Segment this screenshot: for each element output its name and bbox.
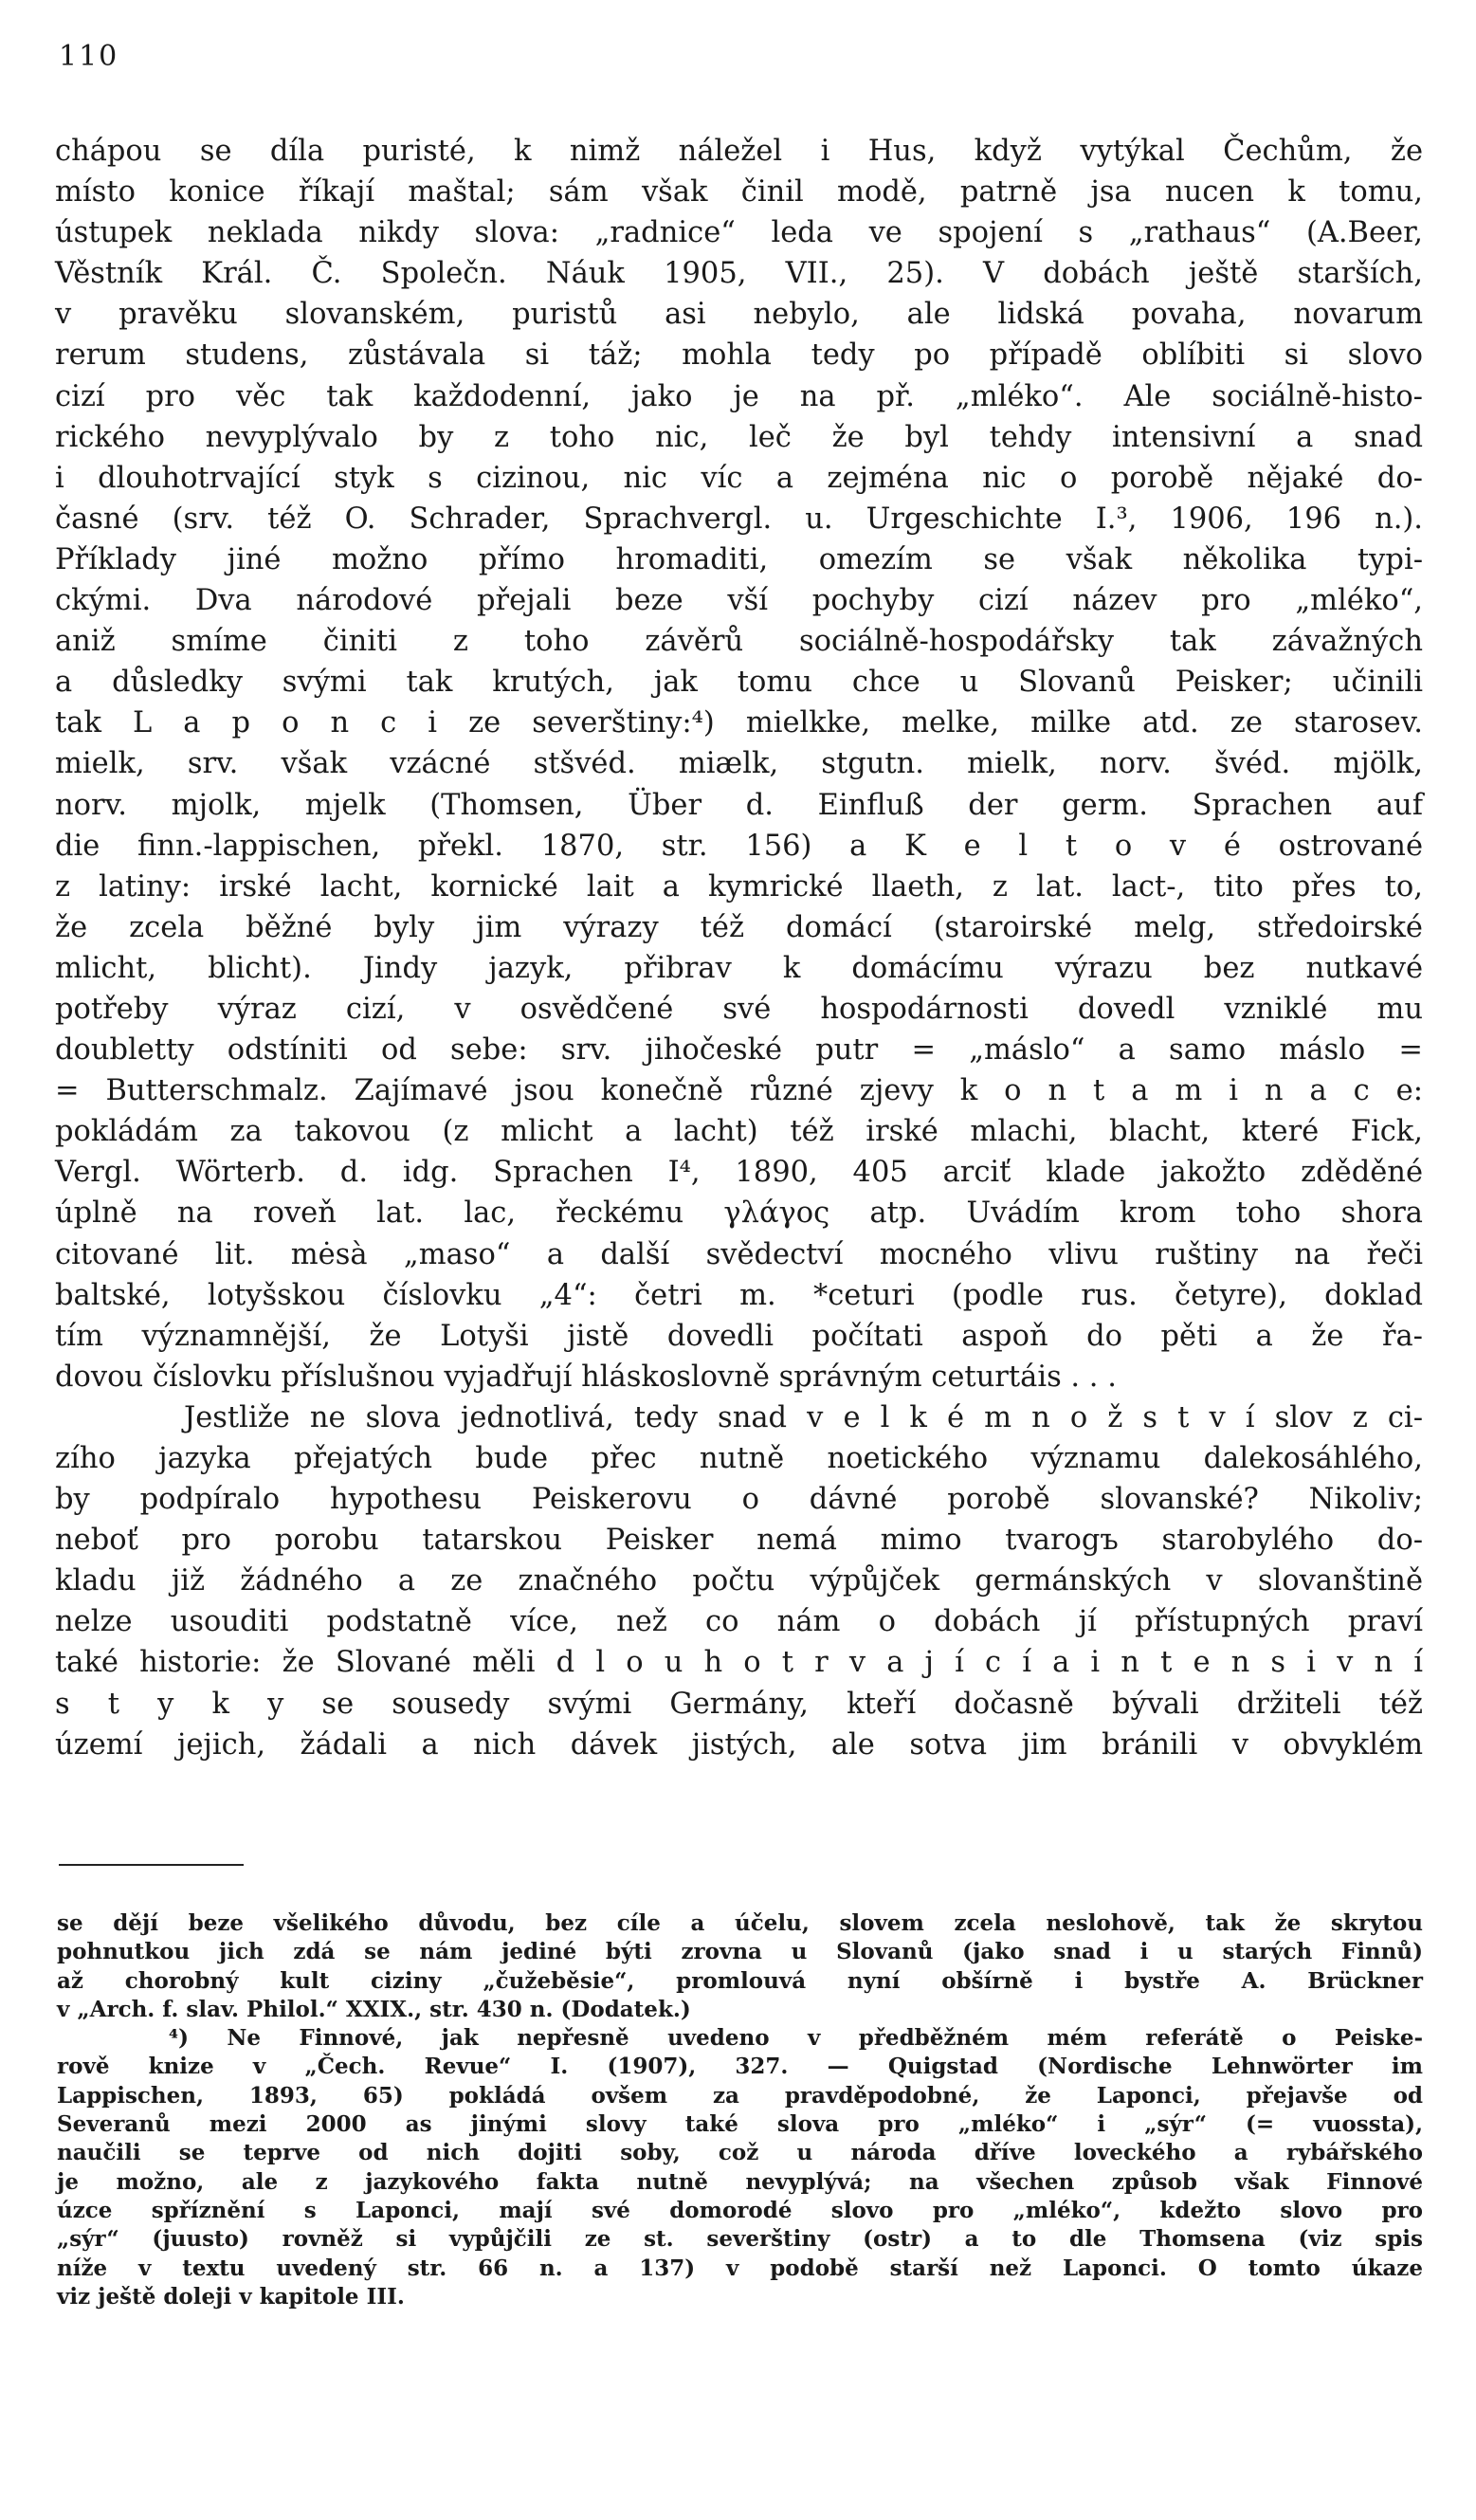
footnote-line: viz ještě doleji v kapitole III. xyxy=(57,2283,405,2310)
text-line: také historie: že Slované měli d l o u h o t r v a j í c í a i n t e n s i v n í xyxy=(55,1646,1423,1680)
text-line: časné (srv. též O. Schrader, Sprachvergl. u. Urgeschichte I.³, 1906, 196 n.). xyxy=(55,502,1423,536)
text-line: ústupek neklada nikdy slova: „radnice“ leda ve spojení s „rathaus“ (A.Beer, xyxy=(55,216,1423,250)
text-line: i dlouhotrvající styk s cizinou, nic víc a zejména nic o porobě nějaké do- xyxy=(55,461,1423,495)
text-line: území jejich, žádali a nich dávek jistých, ale sotva jim bránili v obvyklém xyxy=(55,1727,1423,1762)
text-line: zího jazyka přejatých bude přec nutně noetického významu dalekosáhlého, xyxy=(55,1442,1423,1475)
footnote-line: až chorobný kult ciziny „čužeběsie“, promlouvá nyní obšírně i bystře A. Brückner xyxy=(57,1967,1423,1994)
footnote-line: pohnutkou jich zdá se nám jediné býti zrovna u Slovanů (jako snad i u starých Finnů) xyxy=(57,1939,1423,1965)
footnote-line: „sýr“ (juusto) rovněž si vypůjčili ze st. severštiny (ostr) a to dle Thomsena (viz spis xyxy=(57,2226,1423,2253)
text-line: aniž smíme činiti z toho závěrů sociálně-hospodářsky tak závažných xyxy=(55,625,1423,659)
text-line: die finn.-lappischen, překl. 1870, str. 156) a K e l t o v é ostrované xyxy=(55,829,1423,863)
text-line: tím významnější, že Lotyši jistě dovedli počítati aspoň do pěti a že řa- xyxy=(55,1319,1423,1353)
text-line: potřeby výraz cizí, v osvědčené své hospodárnosti dovedl vzniklé mu xyxy=(55,992,1423,1026)
text-line: nelze usouditi podstatně více, než co nám o dobách jí přístupných praví xyxy=(55,1605,1423,1639)
text-line: rerum studens, zůstávala si táž; mohla tedy po případě oblíbiti si slovo xyxy=(55,338,1423,373)
text-line: citované lit. mėsà „maso“ a další svědectví mocného vlivu ruštiny na řeči xyxy=(55,1237,1423,1271)
text-line: v pravěku slovanském, puristů asi nebylo, ale lidská povaha, novarum xyxy=(55,298,1423,332)
text-line: Věstník Král. Č. Společn. Náuk 1905, VII., 25). V dobách ještě starších, xyxy=(55,257,1423,291)
text-line: norv. mjolk, mjelk (Thomsen, Über d. Einfluß der germ. Sprachen auf xyxy=(55,788,1423,822)
footnote-line: v „Arch. f. slav. Philol.“ XXIX., str. 430 n. (Dodatek.) xyxy=(57,1996,691,2022)
footnote-line: Severanů mezi 2000 as jinými slovy také slova pro „mléko“ i „sýr“ (= vuossta), xyxy=(57,2111,1423,2138)
footnote-line: níže v textu uvedený str. 66 n. a 137) v podobě starší než Laponci. O tomto úkaze xyxy=(57,2255,1423,2281)
page-number: 110 xyxy=(59,40,119,73)
main-text xyxy=(55,131,1423,1765)
text-line: pokládám za takovou (z mlicht a lacht) též irské mlachi, blacht, které Fick, xyxy=(55,1115,1423,1149)
text-line: úplně na roveň lat. lac, řeckému γλάγος atp. Uvádím krom toho shora xyxy=(55,1196,1423,1231)
text-line: mlicht, blicht). Jindy jazyk, přibrav k domácímu výrazu bez nutkavé xyxy=(55,951,1423,985)
footnote-line: je možno, ale z jazykového fakta nutně nevyplývá; na všechen způsob však Finnové xyxy=(57,2168,1423,2195)
text-line: tak L a p o n c i ze severštiny:⁴) mielkke, melke, milke atd. ze starosev. xyxy=(55,706,1423,740)
footnote-line: rově knize v „Čech. Revue“ I. (1907), 327. — Quigstad (Nordische Lehnwörter im xyxy=(57,2054,1423,2080)
text-line: cizí pro věc tak každodenní, jako je na př. „mléko“. Ale sociálně-histo- xyxy=(55,379,1423,413)
text-line: ckými. Dva národové přejali beze vší pochyby cizí název pro „mléko“, xyxy=(55,584,1423,618)
text-line: rického nevyplývalo by z toho nic, leč že byl tehdy intensivní a snad xyxy=(55,420,1423,454)
footnotes xyxy=(57,1909,1423,2311)
text-line: Vergl. Wörterb. d. idg. Sprachen I⁴, 1890, 405 arciť klade jakožto zděděné xyxy=(55,1156,1423,1190)
text-line: chápou se díla puristé, k nimž náležel i Hus, když vytýkal Čechům, že xyxy=(55,135,1423,168)
text-line: s t y k y se sousedy svými Germány, kteří dočasně bývali držiteli též xyxy=(55,1687,1423,1721)
text-line: místo konice říkají maštal; sám však činil modě, patrně jsa nucen k tomu, xyxy=(55,175,1423,210)
footnote-line: úzce spříznění s Laponci, mají své domorodé slovo pro „mléko“, kdežto slovo pro xyxy=(57,2197,1423,2223)
footnote-line: Lappischen, 1893, 65) pokládá ovšem za pravděpodobné, že Laponci, přejavše od xyxy=(57,2082,1423,2109)
text-line: z latiny: irské lacht, kornické lait a kymrické llaeth, z lat. lact-, tito přes to, xyxy=(55,869,1423,904)
text-line: Příklady jiné možno přímo hromaditi, omezím se však několika typi- xyxy=(55,542,1423,576)
text-line: baltské, lotyšskou číslovku „4“: četri m. *ceturi (podle rus. četyre), doklad xyxy=(55,1278,1423,1312)
text-line: doubletty odstíniti od sebe: srv. jihočeské putr = „máslo“ a samo máslo = xyxy=(55,1033,1423,1068)
text-line: že zcela běžné byly jim výrazy též domácí (staroirské melg, středoirské xyxy=(55,910,1423,944)
text-line: dovou číslovku příslušnou vyjadřují hláskoslovně správným ceturtáis . . . xyxy=(55,1360,1117,1394)
text-line: a důsledky svými tak krutých, jak tomu chce u Slovanů Peisker; učinili xyxy=(55,666,1423,700)
text-line: kladu již žádného a ze značného počtu výpůjček germánských v slovanštině xyxy=(55,1564,1423,1598)
text-line: mielk, srv. však vzácné stšvéd. miælk, stgutn. mielk, norv. švéd. mjölk, xyxy=(55,747,1423,781)
text-line: neboť pro porobu tatarskou Peisker nemá mimo tvarogъ starobylého do- xyxy=(55,1524,1423,1558)
text-line: = Butterschmalz. Zajímavé jsou konečně různé zjevy k o n t a m i n a c e: xyxy=(55,1074,1423,1108)
footnote-divider xyxy=(59,1864,244,1866)
text-line: Jestliže ne slova jednotlivá, tedy snad v e l k é m n o ž s t v í slov z ci- xyxy=(184,1400,1423,1434)
footnote-line: ⁴) Ne Finnové, jak nepřesně uvedeno v předběžném mém referátě o Peiske- xyxy=(169,2025,1423,2052)
footnote-line: se dějí beze všelikého důvodu, bez cíle a účelu, slovem zcela neslohově, tak že skrytou xyxy=(57,1910,1423,1936)
footnote-line: naučili se teprve od nich dojiti soby, což u národa dříve loveckého a rybářského xyxy=(57,2140,1423,2166)
text-line: by podpíralo hypothesu Peiskerovu o dávné porobě slovanské? Nikoliv; xyxy=(55,1483,1423,1517)
